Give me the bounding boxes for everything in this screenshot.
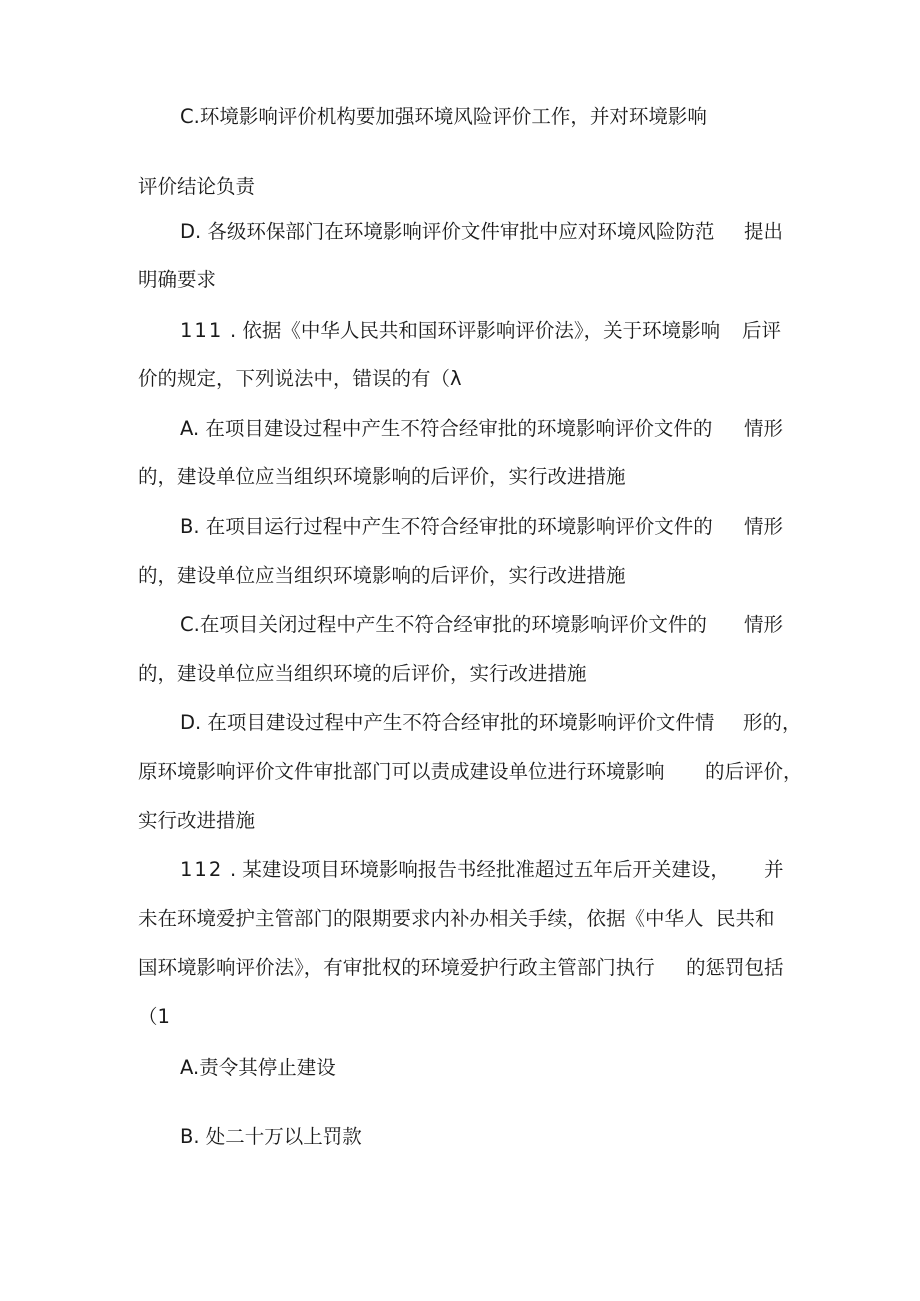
q111-option-d-line-1-tail: 形的， bbox=[743, 711, 802, 734]
q111-option-d-line-1: D. 在项目建设过程中产生不符合经审批的环境影响评价文件情 bbox=[180, 711, 715, 734]
question-111-line-2: 价的规定，下列说法中，错误的有（λ bbox=[138, 367, 462, 390]
q111-option-b-line-1: B. 在项目运行过程中产生不符合经审批的环境影响评价文件的 bbox=[180, 515, 713, 538]
question-111-number: 111 bbox=[180, 319, 224, 342]
q111-option-b-line-2: 的，建设单位应当组织环境影响的后评价，实行改进措施 bbox=[138, 564, 626, 587]
option-c-line-1: C.环境影响评价机构要加强环境风险评价工作，并对环境影响 bbox=[180, 105, 707, 128]
question-112-line-2: 未在环境爱护主管部门的限期要求内补办相关手续，依据《中华人 bbox=[138, 907, 704, 930]
option-d-line-2: 明确要求 bbox=[138, 268, 217, 291]
q111-option-a-line-1: A. 在项目建设过程中产生不符合经审批的环境影响评价文件的 bbox=[180, 417, 713, 440]
question-112-line-3-tail: 的惩罚包括 bbox=[686, 956, 784, 979]
q111-option-a-line-1-tail: 情形 bbox=[744, 417, 784, 440]
q111-option-d-line-2-tail: 的后评价， bbox=[705, 760, 803, 783]
q111-option-d-line-3: 实行改进措施 bbox=[138, 809, 256, 832]
question-112-line-1-tail: 并 bbox=[764, 858, 784, 881]
q111-option-c-line-2: 的，建设单位应当组织环境的后评价，实行改进措施 bbox=[138, 662, 587, 685]
question-112-number: 112 bbox=[180, 858, 224, 881]
q111-option-c-line-1: C.在项目关闭过程中产生不符合经审批的环境影响评价文件的 bbox=[180, 613, 707, 636]
option-d-line-1: D. 各级环保部门在环境影响评价文件审批中应对环境风险防范 bbox=[180, 220, 715, 243]
question-111-line-1: . 依据《中华人民共和国环评影响评价法》，关于环境影响 bbox=[230, 319, 721, 342]
option-c-line-2: 评价结论负责 bbox=[138, 175, 256, 198]
q112-option-a: A.责令其停止建设 bbox=[180, 1056, 336, 1079]
q111-option-a-line-2: 的，建设单位应当组织环境影响的后评价，实行改进措施 bbox=[138, 465, 626, 488]
question-111-line-1-tail: 后评 bbox=[742, 319, 782, 342]
question-112-line-2-tail: 民共和 bbox=[716, 907, 775, 930]
question-112-line-4: （1 bbox=[138, 1005, 170, 1028]
q111-option-d-line-2: 原环境影响评价文件审批部门可以责成建设单位进行环境影响 bbox=[138, 760, 665, 783]
q112-option-b: B. 处二十万以上罚款 bbox=[180, 1125, 362, 1148]
option-d-line-1-tail: 提出 bbox=[744, 220, 784, 243]
question-112-line-1: . 某建设项目环境影响报告书经批准超过五年后开关建设， bbox=[230, 858, 730, 881]
question-112-line-3: 国环境影响评价法》，有审批权的环境爱护行政主管部门执行 bbox=[138, 956, 655, 979]
q111-option-c-line-1-tail: 情形 bbox=[744, 613, 784, 636]
q111-option-b-line-1-tail: 情形 bbox=[744, 515, 784, 538]
